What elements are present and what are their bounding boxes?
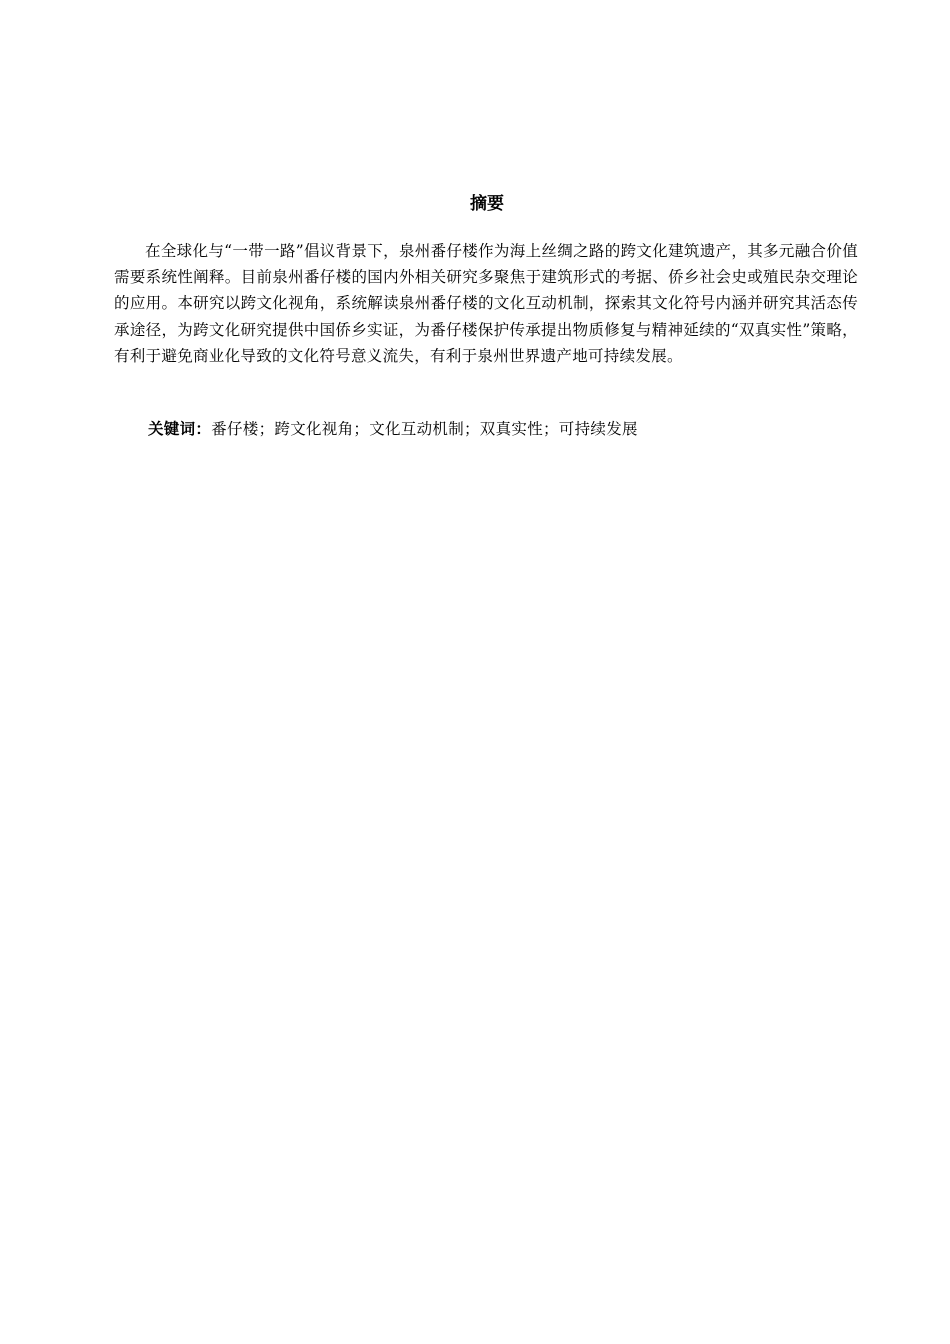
keywords-line <box>148 416 858 442</box>
keywords-list: 番仔楼；跨文化视角；文化互动机制；双真实性；可持续发展 <box>211 420 638 438</box>
abstract-body: 在全球化与“一带一路”倡议背景下，泉州番仔楼作为海上丝绸之路的跨文化建筑遗产，其多元融合价值需要系统性阐释。目前泉州番仔楼的国内外相关研究多聚焦于建筑形式的考据、侨乡社会史或殖民杂交理论的应用。本研究以跨文化视角，系统解读泉州番仔楼的文化互动机制，探索其文化符号内涵并研究其活态传承途径，为跨文化研究提供中国侨乡实证，为番仔楼保护传承提出物质修复与精神延续的“双真实性”策略，有利于避免商业化导致的文化符号意义流失，有利于泉州世界遗产地可持续发展。 <box>114 242 858 365</box>
abstract-title: 摘要 <box>470 194 504 214</box>
keywords-label: 关键词： <box>148 420 212 438</box>
